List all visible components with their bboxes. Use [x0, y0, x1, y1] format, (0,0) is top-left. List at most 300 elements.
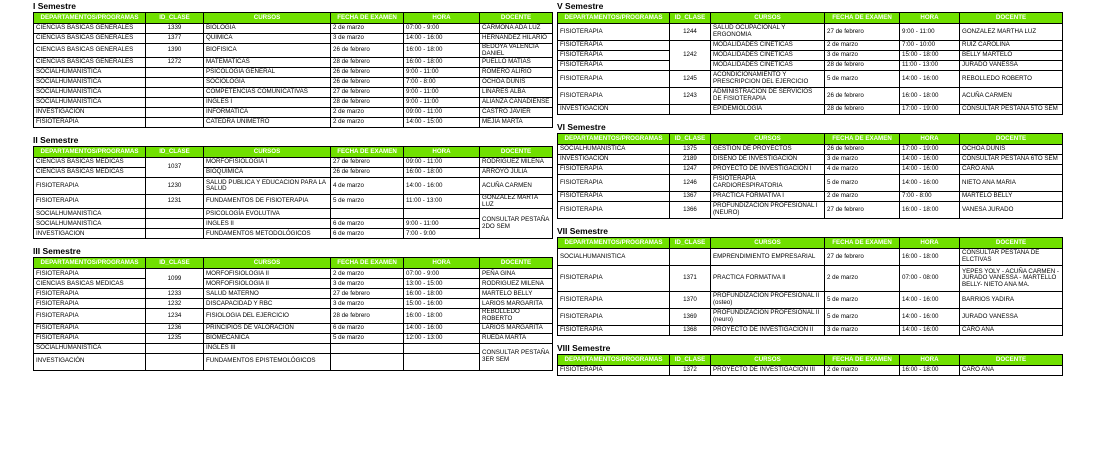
department-cell: SOCIALHUMANISTICA	[34, 343, 146, 353]
table-row	[558, 24, 1063, 41]
department-cell: FISIOTERAPIA	[34, 299, 146, 309]
table-row	[34, 178, 553, 195]
class-id-cell: 1233	[146, 289, 204, 299]
course-cell: EMPRENDIMIENTO EMPRESARIAL	[711, 249, 825, 266]
teacher-cell: GONZALEZ MARTHA LUZ	[960, 24, 1063, 41]
department-cell: FISIOTERAPIA	[34, 333, 146, 343]
course-cell: FISIOTERAPIA CARDIORESPIRATORIA	[711, 175, 825, 192]
time-cell: 9:00 - 11:00	[900, 24, 960, 41]
column-header: ID_CLASE	[146, 258, 204, 269]
time-cell: 7:00 - 10:00	[900, 41, 960, 51]
column-header: FECHA DE EXAMEN	[825, 134, 900, 145]
exam-date-cell: 2 de marzo	[331, 108, 404, 118]
schedule-table-sem1	[33, 12, 553, 128]
column-header: FECHA DE EXAMEN	[331, 13, 404, 24]
time-cell: 9:00 - 11:00	[404, 219, 480, 229]
department-cell: FISIOTERAPIA	[558, 202, 670, 219]
course-cell: BIOLOGIA	[204, 24, 331, 34]
table-row	[558, 326, 1063, 336]
teacher-cell: YEPES YOLY - ACUÑA CARMEN - JURADO VANESSA - MARTELLO BELLY- NIETO ANA MA.	[960, 266, 1063, 292]
time-cell: 16:00 - 18:00	[900, 202, 960, 219]
table-row	[34, 353, 553, 370]
teacher-cell: LARIOS MARGARITA	[480, 323, 553, 333]
column-header: FECHA DE EXAMEN	[331, 258, 404, 269]
course-cell: MATEMATICAS	[204, 58, 331, 68]
column-header: HORA	[900, 134, 960, 145]
class-id-cell: 1375	[670, 145, 711, 155]
exam-date-cell: 28 de febrero	[825, 61, 900, 71]
course-cell: FUNDAMENTOS METODOLÓGICOS	[204, 229, 331, 239]
table-row	[34, 309, 553, 323]
table-header-row	[34, 147, 553, 158]
table-row	[34, 269, 553, 279]
table-row	[34, 118, 553, 128]
exam-date-cell	[331, 209, 404, 219]
table-row	[34, 195, 553, 209]
table-header-row	[558, 355, 1063, 366]
course-cell: BIOQUIMICA	[204, 168, 331, 178]
department-cell: INVESTIGACIÓN	[34, 353, 146, 370]
teacher-cell: BELLY MARTELO	[960, 51, 1063, 61]
department-cell: FISIOTERAPIA	[558, 309, 670, 326]
department-cell: CIENCIAS BASICAS GENERALES	[34, 58, 146, 68]
time-cell	[404, 343, 480, 353]
course-cell: COMPETENCIAS COMUNICATIVAS	[204, 88, 331, 98]
exam-date-cell: 3 de marzo	[825, 326, 900, 336]
column-header: DOCENTE	[960, 134, 1063, 145]
column-header: CURSOS	[204, 147, 331, 158]
exam-date-cell: 3 de marzo	[825, 155, 900, 165]
exam-date-cell: 27 de febrero	[331, 158, 404, 168]
exam-date-cell: 5 de marzo	[331, 195, 404, 209]
exam-date-cell: 27 de febrero	[331, 289, 404, 299]
department-cell: FISIOTERAPIA	[558, 165, 670, 175]
time-cell: 16:00 - 18:00	[404, 168, 480, 178]
time-cell: 13:00 - 15:00	[404, 279, 480, 289]
table-row	[558, 88, 1063, 105]
teacher-cell: RODRIGUEZ MILENA	[480, 158, 553, 168]
exam-date-cell: 2 de marzo	[825, 41, 900, 51]
time-cell: 14:00 - 16:00	[900, 326, 960, 336]
time-cell: 14:00 - 16:00	[404, 34, 480, 44]
department-cell: FISIOTERAPIA	[34, 309, 146, 323]
column-header: ID_CLASE	[146, 13, 204, 24]
class-id-cell: 1244	[670, 24, 711, 41]
course-cell: INGLES I	[204, 98, 331, 108]
department-cell: SOCIALHUMANISTICA	[558, 145, 670, 155]
exam-date-cell: 5 de marzo	[825, 292, 900, 309]
time-cell: 09:00 - 11:00	[404, 108, 480, 118]
exam-date-cell: 28 de febrero	[331, 309, 404, 323]
department-cell: FISIOTERAPIA	[558, 266, 670, 292]
column-header: HORA	[900, 13, 960, 24]
department-cell: FISIOTERAPIA	[558, 41, 670, 51]
left-column	[33, 0, 550, 371]
column-header: CURSOS	[204, 258, 331, 269]
semester-title-1: I Semestre	[33, 1, 76, 11]
course-cell: PRACTICA FORMATIVA I	[711, 192, 825, 202]
department-cell: SOCIALHUMANISTICA	[34, 98, 146, 108]
class-id-cell	[670, 105, 711, 115]
column-header: DOCENTE	[960, 355, 1063, 366]
exam-date-cell: 5 de marzo	[825, 309, 900, 326]
course-cell: FUNDAMENTOS EPISTEMOLÓGICOS	[204, 353, 331, 370]
course-cell: ACONDICIONAMIENTO Y PRESCRIPCION DEL EJERCICIO	[711, 71, 825, 88]
column-header: DEPARTAMENTOS/PROGRAMAS	[558, 355, 670, 366]
exam-date-cell: 6 de marzo	[331, 323, 404, 333]
class-id-cell	[146, 98, 204, 108]
teacher-cell: MARTELO BELLY	[480, 289, 553, 299]
class-id-cell: 1231	[146, 195, 204, 209]
course-cell: PSICOLOGÍA EVOLUTIVA	[204, 209, 331, 219]
column-header: ID_CLASE	[670, 13, 711, 24]
column-header: FECHA DE EXAMEN	[825, 355, 900, 366]
time-cell: 14:00 - 16:00	[900, 165, 960, 175]
column-header: HORA	[404, 13, 480, 24]
department-cell: SOCIALHUMANISTICA	[558, 249, 670, 266]
course-cell: GESTION DE PROYECTOS	[711, 145, 825, 155]
table-row	[558, 105, 1063, 115]
class-id-cell: 1236	[146, 323, 204, 333]
teacher-cell: RUEDA MARTA	[480, 333, 553, 343]
exam-date-cell: 6 de marzo	[331, 229, 404, 239]
teacher-cell: ROMERO ALIRIO	[480, 68, 553, 78]
time-cell: 09:00 - 11:00	[404, 158, 480, 168]
time-cell: 07:00 - 9:00	[404, 269, 480, 279]
time-cell: 7:00 - 8:00	[404, 78, 480, 88]
department-cell: CIENCIAS BASICAS GENERALES	[34, 24, 146, 34]
teacher-cell: ACUÑA CARMEN	[960, 88, 1063, 105]
department-cell: INVESTIGACION	[34, 108, 146, 118]
department-cell: FISIOTERAPIA	[34, 118, 146, 128]
class-id-cell: 1367	[670, 192, 711, 202]
teacher-cell: LINARES ALBA	[480, 88, 553, 98]
teacher-cell: MEJIA MARTA	[480, 118, 553, 128]
table-row	[558, 145, 1063, 155]
time-cell: 14:00 - 16:00	[404, 323, 480, 333]
teacher-cell: HERNANDEZ HILARIO	[480, 34, 553, 44]
time-cell: 14:00 - 15:00	[404, 118, 480, 128]
teacher-cell: JURADO VANESSA	[960, 309, 1063, 326]
class-id-cell: 1235	[146, 333, 204, 343]
table-row	[558, 61, 1063, 71]
class-id-cell: 2189	[670, 155, 711, 165]
exam-date-cell: 28 de febrero	[331, 58, 404, 68]
teacher-cell: RODRIGUEZ MILENA	[480, 279, 553, 289]
schedule-table-sem5	[557, 12, 1063, 115]
table-row	[34, 209, 553, 219]
course-cell: MODALIDADES CINETICAS	[711, 51, 825, 61]
table-row	[34, 88, 553, 98]
exam-date-cell: 2 de marzo	[825, 266, 900, 292]
course-cell: SALUD PUBLICA Y EDUCACION PARA LA SALUD	[204, 178, 331, 195]
exam-date-cell: 28 de febrero	[331, 98, 404, 108]
table-row	[34, 229, 553, 239]
department-cell: FISIOTERAPIA	[34, 178, 146, 195]
time-cell: 14:00 - 16:00	[900, 292, 960, 309]
department-cell: SOCIALHUMANISTICA	[34, 68, 146, 78]
class-id-cell	[670, 249, 711, 266]
exam-date-cell: 2 de marzo	[825, 192, 900, 202]
class-id-cell	[146, 209, 204, 219]
table-header-row	[558, 13, 1063, 24]
column-header: DEPARTAMENTOS/PROGRAMAS	[34, 147, 146, 158]
course-cell: MODALIDADES CINETICAS	[711, 41, 825, 51]
exam-date-cell: 2 de marzo	[331, 269, 404, 279]
teacher-cell: PEÑA GINA	[480, 269, 553, 279]
table-row	[34, 44, 553, 58]
column-header: CURSOS	[711, 13, 825, 24]
department-cell: CIENCIAS BASICAS MEDICAS	[34, 168, 146, 178]
exam-date-cell: 3 de marzo	[331, 299, 404, 309]
time-cell: 14:00 - 16:00	[900, 155, 960, 165]
table-row	[34, 168, 553, 178]
department-cell: CIENCIAS BASICAS MEDICAS	[34, 158, 146, 168]
teacher-cell: CARMONA ADA LUZ	[480, 24, 553, 34]
time-cell: 16:00 - 18:00	[404, 289, 480, 299]
class-id-cell	[146, 229, 204, 239]
teacher-cell: REBOLLEDO ROBERTO	[960, 71, 1063, 88]
table-row	[558, 51, 1063, 61]
department-cell: FISIOTERAPIA	[34, 323, 146, 333]
exam-date-cell: 28 de febrero	[825, 105, 900, 115]
course-cell: INGLES II	[204, 219, 331, 229]
course-cell: BIOFISICA	[204, 44, 331, 58]
semester-title-5: V Semestre	[557, 1, 604, 11]
department-cell: SOCIALHUMANISTICA	[34, 209, 146, 219]
class-id-cell	[146, 343, 204, 353]
column-header: DEPARTAMENTOS/PROGRAMAS	[558, 238, 670, 249]
exam-date-cell: 26 de febrero	[331, 168, 404, 178]
time-cell: 07:00 - 08:00	[900, 266, 960, 292]
course-cell: CATEDRA UNIMETRO	[204, 118, 331, 128]
schedule-table-sem7	[557, 237, 1063, 336]
exam-date-cell: 2 de marzo	[825, 366, 900, 376]
table-row	[558, 266, 1063, 292]
table-row	[34, 219, 553, 229]
teacher-cell: BEDOYA VALENCIA DANIEL	[480, 44, 553, 58]
teacher-cell: CONSULTAR PESTAÑA 2DO SEM	[480, 209, 553, 239]
teacher-cell: NIETO ANA MARIA	[960, 175, 1063, 192]
table-row	[34, 158, 553, 168]
table-row	[34, 78, 553, 88]
exam-date-cell: 3 de marzo	[331, 34, 404, 44]
column-header: ID_CLASE	[670, 355, 711, 366]
course-cell: QUIMICA	[204, 34, 331, 44]
course-cell: PROFUNDIZACION PROFESIONAL II (neuro)	[711, 309, 825, 326]
teacher-cell: OCHOA DUNIS	[960, 145, 1063, 155]
class-id-cell: 1272	[146, 58, 204, 68]
course-cell: MORFOFISIOLOGIA II	[204, 269, 331, 279]
teacher-cell: CARO ANA	[960, 326, 1063, 336]
time-cell: 16:00 - 18:00	[404, 44, 480, 58]
course-cell: PSICOLOGIA GENERAL	[204, 68, 331, 78]
schedule-table-sem3	[33, 257, 553, 370]
class-id-cell: 1234	[146, 309, 204, 323]
time-cell: 15:00 - 18:00	[900, 51, 960, 61]
table-row	[34, 108, 553, 118]
table-row	[558, 202, 1063, 219]
department-cell: INVESTIGACIÓN	[558, 105, 670, 115]
time-cell: 16:00 - 18:00	[900, 88, 960, 105]
schedule-table-sem2	[33, 146, 553, 239]
class-id-cell: 1245	[670, 71, 711, 88]
column-header: HORA	[404, 258, 480, 269]
course-cell: SALUD MATERNO	[204, 289, 331, 299]
time-cell	[404, 353, 480, 370]
table-row	[34, 333, 553, 343]
department-cell: SOCIALHUMANISTICA	[34, 78, 146, 88]
teacher-cell: CONSULTAR PESTAÑA DE ELCTIVAS	[960, 249, 1063, 266]
teacher-cell: MARTELO BELLY	[960, 192, 1063, 202]
semester-title-6: VI Semestre	[557, 122, 606, 132]
column-header: DOCENTE	[480, 147, 553, 158]
class-id-cell: 1371	[670, 266, 711, 292]
semester-title-3: III Semestre	[33, 246, 81, 257]
department-cell: FISIOTERAPIA	[34, 195, 146, 209]
column-header: CURSOS	[204, 13, 331, 24]
department-cell: FISIOTERAPIA	[34, 289, 146, 299]
time-cell: 11:00 - 13:00	[900, 61, 960, 71]
teacher-cell: CONSULTAR PESTAÑA 3ER SEM	[480, 343, 553, 370]
table-row	[34, 98, 553, 108]
table-row	[558, 292, 1063, 309]
time-cell: 07:00 - 9:00	[404, 24, 480, 34]
teacher-cell: CASTRO JAVIER	[480, 108, 553, 118]
department-cell: FISIOTERAPIA	[558, 61, 670, 71]
teacher-cell: REBOLLEDO ROBERTO	[480, 309, 553, 323]
schedule-table-sem8	[557, 354, 1063, 376]
table-row	[558, 165, 1063, 175]
department-cell: SOCIALHUMANISTICA	[34, 88, 146, 98]
time-cell: 7:00 - 9:00	[404, 229, 480, 239]
class-id-cell: 1368	[670, 326, 711, 336]
course-cell: MORFOFISIOLOGIA I	[204, 158, 331, 168]
exam-date-cell: 6 de marzo	[331, 219, 404, 229]
course-cell: DISCAPACIDAD Y RBC	[204, 299, 331, 309]
department-cell: FISIOTERAPIA	[558, 175, 670, 192]
schedule-table-sem6	[557, 133, 1063, 219]
class-id-cell: 1366	[670, 202, 711, 219]
class-id-cell: 1232	[146, 299, 204, 309]
column-header: DOCENTE	[480, 258, 553, 269]
class-id-cell	[146, 118, 204, 128]
teacher-cell: CARO ANA	[960, 165, 1063, 175]
table-row	[34, 343, 553, 353]
time-cell: 14:00 - 16:00	[900, 71, 960, 88]
teacher-cell: RUIZ CAROLINA	[960, 41, 1063, 51]
class-id-cell	[146, 68, 204, 78]
class-id-cell: 1099	[146, 269, 204, 289]
course-cell: SALUD OCUPACIONAL Y ERGONOMIA	[711, 24, 825, 41]
exam-date-cell: 3 de marzo	[825, 51, 900, 61]
course-cell: MODALIDADES CINETICAS	[711, 61, 825, 71]
exam-date-cell: 2 de marzo	[331, 118, 404, 128]
time-cell: 14:00 - 16:00	[900, 309, 960, 326]
time-cell: 9:00 - 11:00	[404, 88, 480, 98]
semester-title-8: VIII Semestre	[557, 343, 611, 353]
table-header-row	[34, 258, 553, 269]
exam-date-cell: 26 de febrero	[825, 145, 900, 155]
department-cell: CIENCIAS BASICAS GENERALES	[34, 34, 146, 44]
exam-date-cell: 26 de febrero	[825, 88, 900, 105]
table-row	[558, 155, 1063, 165]
teacher-cell: OCHOA DUNIS	[480, 78, 553, 88]
course-cell: PROYECTO DE INVESTIGACION I	[711, 165, 825, 175]
table-row	[34, 34, 553, 44]
course-cell: DISEÑO DE INVESTIGACION	[711, 155, 825, 165]
class-id-cell: 1372	[670, 366, 711, 376]
teacher-cell: GONZALEZ MARTA LUZ	[480, 195, 553, 209]
class-id-cell: 1037	[146, 158, 204, 178]
time-cell: 16:00 - 18:00	[404, 309, 480, 323]
class-id-cell: 1339	[146, 24, 204, 34]
time-cell: 17:00 - 19:00	[900, 145, 960, 155]
class-id-cell	[146, 219, 204, 229]
time-cell: 17:00 - 19:00	[900, 105, 960, 115]
time-cell: 9:00 - 11:00	[404, 98, 480, 108]
exam-date-cell: 5 de marzo	[825, 71, 900, 88]
column-header: ID_CLASE	[146, 147, 204, 158]
exam-date-cell: 2 de marzo	[331, 24, 404, 34]
exam-date-cell: 27 de febrero	[825, 24, 900, 41]
course-cell: PRINCIPIOS DE VALORACIÓN	[204, 323, 331, 333]
time-cell: 11:00 - 13:00	[404, 195, 480, 209]
column-header: DEPARTAMENTOS/PROGRAMAS	[34, 13, 146, 24]
teacher-cell: ARROYO JULIA	[480, 168, 553, 178]
department-cell: INVESTIGACIÓN	[558, 155, 670, 165]
class-id-cell: 1243	[670, 88, 711, 105]
teacher-cell: CARO ANA	[960, 366, 1063, 376]
exam-date-cell: 26 de febrero	[331, 78, 404, 88]
class-id-cell	[146, 108, 204, 118]
time-cell: 15:00 - 16:00	[404, 299, 480, 309]
exam-date-cell: 4 de marzo	[331, 178, 404, 195]
teacher-cell: CONSULTAR PESTAÑA 6TO SEM	[960, 155, 1063, 165]
teacher-cell: CONSULTAR PESTAÑA 5TO SEM	[960, 105, 1063, 115]
table-row	[558, 309, 1063, 326]
exam-date-cell: 27 de febrero	[825, 202, 900, 219]
time-cell: 16:00 - 18:00	[900, 249, 960, 266]
column-header: DEPARTAMENTOS/PROGRAMAS	[558, 13, 670, 24]
table-header-row	[558, 238, 1063, 249]
table-row	[34, 323, 553, 333]
column-header: HORA	[404, 147, 480, 158]
table-row	[34, 68, 553, 78]
table-row	[558, 71, 1063, 88]
teacher-cell: VANESA JURADO	[960, 202, 1063, 219]
table-row	[34, 24, 553, 34]
time-cell	[404, 209, 480, 219]
department-cell: FISIOTERAPIA	[558, 366, 670, 376]
time-cell: 7:00 - 8:00	[900, 192, 960, 202]
column-header: DOCENTE	[960, 13, 1063, 24]
class-id-cell: 1377	[146, 34, 204, 44]
column-header: HORA	[900, 238, 960, 249]
exam-date-cell: 27 de febrero	[331, 88, 404, 98]
department-cell: FISIOTERAPIA	[558, 24, 670, 41]
time-cell: 12:00 - 13:00	[404, 333, 480, 343]
teacher-cell: BARRIOS YADIRA	[960, 292, 1063, 309]
department-cell: CIENCIAS BASICAS GENERALES	[34, 44, 146, 58]
column-header: ID_CLASE	[670, 134, 711, 145]
exam-date-cell: 26 de febrero	[331, 68, 404, 78]
department-cell: SOCIALHUMANISTICA	[34, 219, 146, 229]
class-id-cell: 1242	[670, 41, 711, 71]
column-header: FECHA DE EXAMEN	[825, 238, 900, 249]
table-header-row	[34, 13, 553, 24]
column-header: DEPARTAMENTOS/PROGRAMAS	[558, 134, 670, 145]
